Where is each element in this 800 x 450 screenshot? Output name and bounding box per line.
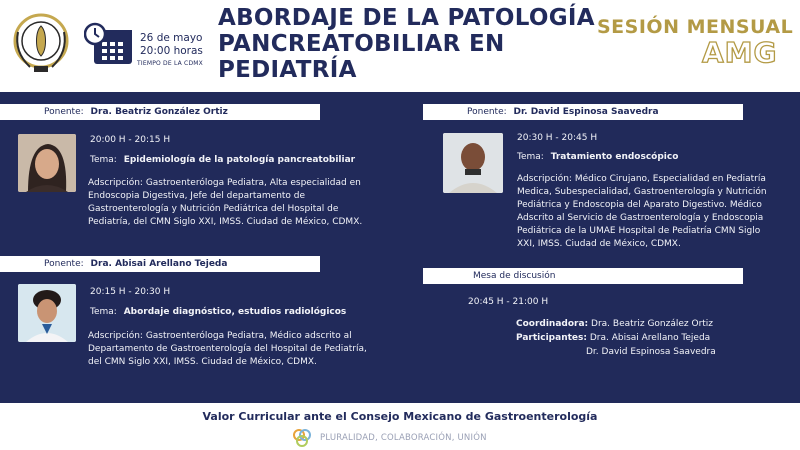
ponente-label: Ponente: <box>44 107 84 117</box>
session-label: SESIÓN MENSUAL <box>597 16 794 38</box>
speaker-bar-3 <box>423 104 743 120</box>
participant-name: Dra. Abisai Arellano Tejeda <box>589 333 711 343</box>
tema-label: Tema: <box>90 155 117 165</box>
person-photo-icon <box>18 134 76 192</box>
participants-label: Participantes: <box>516 333 587 343</box>
org-logo-text: AMG <box>702 36 778 69</box>
timezone-text: TIEMPO DE LA CDMX <box>137 60 203 67</box>
motto-text: PLURALIDAD, COLABORACIÓN, UNIÓN <box>320 433 487 443</box>
speaker-bio-2: Adscripción: Gastroenteróloga Pediatra, Médico adscrito al Departamento de Gastroenterología del Hospital de Pediatría, del CMN Siglo XXI, IMSS. Ciudad de México, CDMX. <box>88 331 367 367</box>
tema-label: Tema: <box>517 152 544 162</box>
speaker-photo-3 <box>443 133 503 193</box>
event-date <box>140 32 203 58</box>
mesa-time: 20:45 H - 21:00 H <box>468 297 549 307</box>
page-title: ABORDAJE DE LA PATOLOGÍA PANCREATOBILIAR EN PEDIATRÍA <box>218 5 595 83</box>
speaker-bar-2 <box>0 256 320 272</box>
speaker-name: Dr. David Espinosa Saavedra <box>513 107 659 117</box>
participant-name: Dr. David Espinosa Saavedra <box>586 347 716 357</box>
speaker-bar-1 <box>0 104 320 120</box>
header <box>0 0 800 90</box>
tema-text: Abordaje diagnóstico, estudios radiológicos <box>123 307 347 317</box>
coordinator-line <box>516 318 713 331</box>
participants-line <box>516 332 710 345</box>
speaker-time-1: 20:00 H - 20:15 H <box>90 135 171 145</box>
ponente-label: Ponente: <box>467 107 507 117</box>
time-text: 20:00 horas <box>140 45 203 57</box>
person-photo-icon <box>18 284 76 342</box>
speaker-name: Dra. Beatriz González Ortiz <box>90 107 228 117</box>
ponente-label: Ponente: <box>44 259 84 269</box>
speaker-tema-3 <box>517 152 678 162</box>
coordinator-name: Dra. Beatriz González Ortiz <box>591 319 714 329</box>
coordinator-label: Coordinadora: <box>516 319 589 329</box>
speaker-name: Dra. Abisai Arellano Tejeda <box>90 259 228 269</box>
mesa-bar: Mesa de discusión <box>423 268 743 284</box>
calendar-clock-icon <box>84 22 134 66</box>
speaker-tema-1 <box>90 155 355 165</box>
speaker-tema-2 <box>90 307 346 317</box>
date-text: 26 de mayo <box>140 32 203 44</box>
speaker-bio-3: Adscripción: Médico Cirujano, Especialidad en Pediatría Medica, Subespecialidad, Gastroenterología y Nutrición Pediátrica y Endoscopia del Aparato Digestivo. Médico Adscrito al Servicio de Gastroenterología y Endoscopia Pediátrica de la UMAE Hospital de Pediatría CMN Siglo XXI, IMSS. Ciudad de México, CDMX. <box>517 174 767 249</box>
speaker-time-2: 20:15 H - 20:30 H <box>90 287 171 297</box>
amg-logo-icon <box>292 428 312 448</box>
university-seal-icon <box>12 12 70 74</box>
speaker-photo-2 <box>18 284 76 342</box>
speaker-photo-1 <box>18 134 76 192</box>
speaker-time-3: 20:30 H - 20:45 H <box>517 133 598 143</box>
person-photo-icon <box>443 133 503 193</box>
tema-text: Epidemiología de la patología pancreatobiliar <box>123 155 356 165</box>
tema-label: Tema: <box>90 307 117 317</box>
tema-text: Tratamiento endoscópico <box>550 152 679 162</box>
speaker-bio-1: Adscripción: Gastroenteróloga Pediatra, Alta especialidad en Endoscopia Digestiva, Jefe del departamento de Gastroenterología y Nutrición Pediátrica del Hospital de Pediatría, del CMN Siglo XXI, IMSS. Ciudad de México, CDMX. <box>88 178 363 227</box>
valor-curricular-text: Valor Curricular ante el Consejo Mexicano de Gastroenterología <box>202 410 598 423</box>
